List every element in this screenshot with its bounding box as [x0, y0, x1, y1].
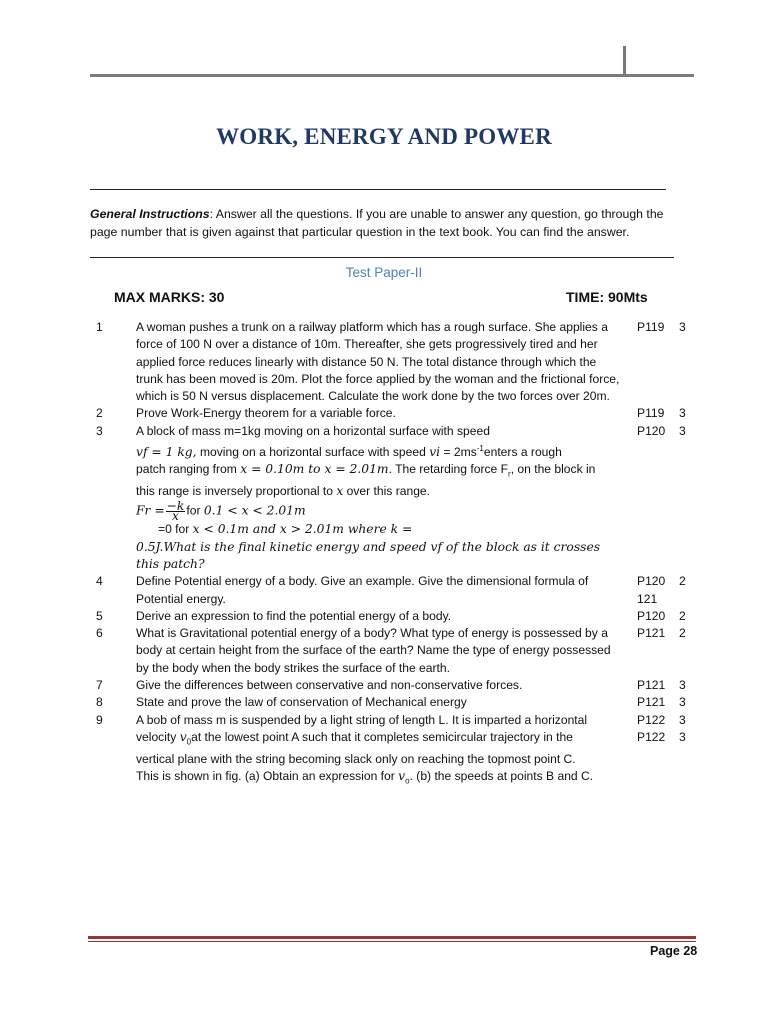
subscript: r	[508, 469, 511, 479]
question-marks: 3	[679, 320, 686, 334]
page-title: WORK, ENERGY AND POWER	[216, 124, 552, 149]
question-marks: 3	[679, 423, 686, 438]
time-allowed: TIME: 90Mts	[566, 289, 648, 305]
math-expression: vf = 1 kg,	[136, 445, 197, 460]
question-number: 3	[96, 423, 103, 438]
question-text: What is Gravitational potential energy of a body? What type of energy is possessed by a body at certain height from the surface of the earth? Name the type of energy possessed by the body when the body strikes the surface of the earth.	[136, 626, 611, 675]
question-page: P119	[637, 406, 665, 421]
marks-value: 3	[679, 712, 686, 727]
page-ref: P122	[637, 729, 666, 744]
question-number: 4	[96, 574, 103, 589]
header-rule	[90, 74, 694, 77]
q3-text: over this range.	[346, 484, 431, 499]
question-text: A woman pushes a trunk on a railway platform which has a rough surface. She applies a force of 100 N over a distance of 10m. Thereafter, she gets progressively tired and her applied force reduces linearly with distance 50 N. The total distance through which the trunk has been moved is 20m. Plot the force applied by the woman and the frictional force, which is 50 N versus displacement. Calculate the work done by the two forces over 20m.	[136, 320, 620, 404]
question-page	[637, 712, 673, 747]
question-row	[96, 677, 696, 694]
page-ref: P120	[637, 574, 666, 589]
q3-line: 0.5J.What is the final kinetic energy and speed vf of the block as it crosses	[136, 539, 601, 554]
q3-text: moving on a horizontal surface with speed	[196, 445, 426, 460]
question-row	[96, 405, 696, 422]
question-marks: 2	[679, 574, 686, 589]
q9-line: A bob of mass m is suspended by a light string of length L. It is imparted a horizontal	[136, 712, 588, 727]
q3-text: enters a rough	[483, 445, 562, 460]
question-page: P121	[637, 695, 666, 710]
question-text: Give the differences between conservative and non-conservative forces.	[136, 678, 523, 693]
q9-text: . (b) the speeds at points B and C.	[409, 768, 594, 783]
question-marks: 2	[679, 626, 686, 641]
question-page: P121	[637, 678, 666, 693]
question-row	[96, 319, 696, 405]
question-text	[136, 423, 624, 574]
question-page: P120	[637, 423, 666, 438]
question-text: Define Potential energy of a body. Give an example. Give the dimensional formula of Potential energy.	[136, 574, 589, 606]
q3-line: A block of mass m=1kg moving on a horizontal surface with speed	[136, 423, 490, 438]
q3-text: =0 for	[158, 522, 190, 537]
question-marks: 2	[679, 608, 686, 623]
q3-line	[136, 461, 624, 483]
q9-line	[136, 729, 624, 751]
superscript: -1	[476, 444, 484, 454]
q9-line	[136, 768, 624, 790]
instructions-text: : Answer all the questions. If you are unable to answer any question, go through the page number that is given against that particular question in the text book. You can find the answer.	[90, 207, 664, 239]
page-ref: P122	[637, 712, 666, 727]
footer-rule	[88, 941, 696, 942]
q3-text: this range is inversely proportional to	[136, 484, 333, 499]
page-ref: 121	[637, 591, 658, 606]
q3-line: this patch?	[136, 557, 205, 571]
question-page: P119	[637, 320, 665, 334]
q3-line	[136, 440, 624, 461]
q3-text: for	[186, 504, 201, 519]
q3-line	[136, 499, 624, 524]
question-number: 1	[96, 320, 103, 334]
math-expression: v	[398, 768, 406, 783]
fraction-numerator: −k	[166, 499, 185, 514]
separator-line	[90, 257, 674, 258]
question-text	[136, 712, 624, 790]
question-number: 2	[96, 406, 103, 421]
q9-text: at the lowest point A such that it completes semicircular trajectory in the	[191, 729, 573, 744]
test-paper-heading: Test Paper-II	[345, 265, 423, 280]
math-expression: 0.1 < x < 2.01m	[203, 504, 306, 519]
subscript: 0	[186, 737, 192, 747]
marks-value: 3	[679, 729, 686, 744]
question-number: 5	[96, 608, 103, 623]
q3-text: = 2ms	[440, 445, 477, 460]
question-number: 9	[96, 712, 103, 727]
math-expression: vi	[429, 445, 441, 460]
fraction	[166, 499, 186, 524]
max-marks: MAX MARKS: 30	[114, 289, 225, 305]
q3-text: patch ranging from	[136, 462, 237, 477]
question-page	[637, 573, 673, 608]
question-row	[96, 608, 696, 625]
math-expression: x = 0.10m to x = 2.01m	[240, 462, 389, 477]
question-row	[96, 573, 696, 608]
instructions-label: General Instructions	[90, 207, 210, 221]
math-expression: x	[336, 484, 344, 499]
subscript: o	[405, 776, 410, 786]
question-text: State and prove the law of conservation of Mechanical energy	[136, 695, 467, 710]
math-expression: v	[179, 729, 187, 744]
question-table	[96, 319, 696, 790]
question-text: Prove Work-Energy theorem for a variable force.	[136, 406, 396, 421]
q9-text: This is shown in fig. (a) Obtain an expression for	[136, 768, 395, 783]
question-page: P120	[637, 608, 666, 623]
question-row	[96, 625, 696, 677]
q3-text: . The retarding force F	[388, 462, 509, 477]
general-instructions	[90, 205, 688, 241]
question-number: 8	[96, 695, 103, 710]
math-expression: x < 0.1m and x > 2.01m where k =	[192, 522, 413, 537]
question-page: P121	[637, 626, 666, 641]
question-marks: 3	[679, 695, 686, 710]
question-row	[96, 712, 696, 790]
question-text: Derive an expression to find the potential energy of a body.	[136, 608, 452, 623]
question-row	[96, 423, 696, 574]
question-number: 7	[96, 678, 103, 693]
fraction-denominator: x	[172, 509, 179, 524]
footer-rule	[88, 936, 696, 939]
question-marks: 3	[679, 678, 686, 693]
page-number: Page 28	[650, 944, 698, 958]
math-expression: Fr =	[136, 504, 165, 519]
q9-line: vertical plane with the string becoming slack only on reaching the topmost point C.	[136, 751, 576, 766]
q3-line	[136, 483, 624, 500]
question-marks	[679, 712, 691, 747]
question-marks: 3	[679, 406, 686, 421]
question-row	[96, 694, 696, 711]
separator-line	[90, 189, 666, 190]
q3-line	[136, 521, 624, 538]
question-number: 6	[96, 626, 103, 641]
q9-text: velocity	[136, 729, 177, 744]
q3-text: , on the block in	[510, 462, 596, 477]
header-tick	[623, 46, 626, 75]
